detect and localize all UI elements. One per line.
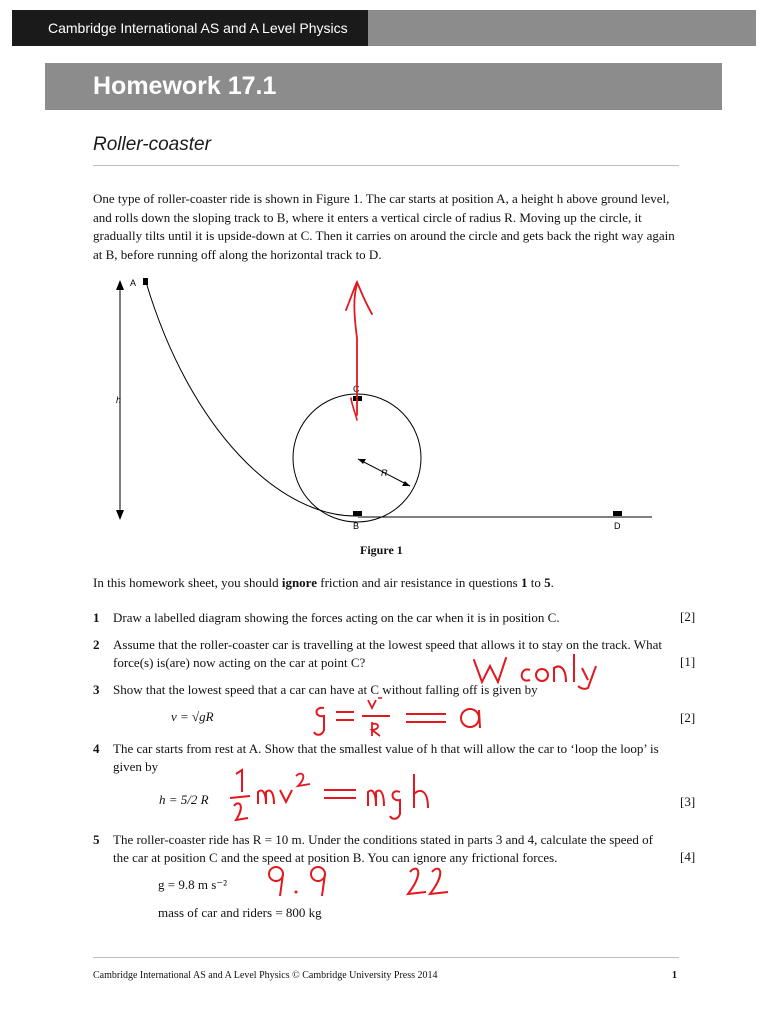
- given-mass: mass of car and riders = 800 kg: [158, 905, 322, 920]
- label-h: h: [116, 395, 122, 405]
- instruction-text: In this homework sheet, you should ignore friction and air resistance in questions 1 to 5.: [93, 575, 554, 590]
- label-B: B: [353, 521, 360, 531]
- section-subtitle: Roller-coaster: [93, 134, 211, 155]
- handwritten-answer-q3: [310, 694, 510, 738]
- footer-text: Cambridge International AS and A Level Physics © Cambridge University Press 2014: [93, 970, 438, 981]
- question-number: 1: [93, 610, 100, 625]
- marks-q1: [2]: [680, 609, 696, 624]
- handwritten-answer-q4: [228, 766, 478, 826]
- label-R: R: [381, 468, 388, 478]
- page-number: 1: [672, 970, 677, 981]
- page-title: Homework 17.1: [45, 63, 722, 110]
- intro-paragraph: One type of roller-coaster ride is shown in Figure 1. The car starts at position A, a height h above ground level, and rolls down the sloping track to B, where it enters a vertical circle of radius R. Moving up the circle, it gradually tilts until it is upside-down at C. Then it carries on around the circle and gets back the right way again at B, before running off along the horizontal track to D.: [93, 191, 675, 262]
- question-text: Assume that the roller-coaster car is travelling at the lowest speed that allows it to stay on the track. What force(s) is(are) now acting on the car at point C?: [113, 637, 662, 670]
- marks-q4: [3]: [680, 794, 696, 809]
- marks-q3: [2]: [680, 710, 696, 725]
- label-C: C: [353, 384, 360, 394]
- given-g: g = 9.8 m s⁻²: [158, 877, 228, 892]
- marks-q5: [4]: [680, 849, 696, 864]
- divider-top: [93, 165, 679, 166]
- label-A: A: [130, 278, 137, 288]
- question-text: The roller-coaster ride has R = 10 m. Under the conditions stated in parts 3 and 4, calculate the speed of the car at position C and the speed at position B. You can ignore any frictional forces.: [113, 832, 653, 865]
- question-text: The car starts from rest at A. Show that the smallest value of h that will allow the car to ‘loop the loop’ is given by: [113, 741, 659, 774]
- handwritten-answer-q5: [262, 862, 462, 902]
- question-number: 4: [93, 741, 100, 756]
- formula-q4: h = 5/2 R: [159, 792, 209, 807]
- question-number: 5: [93, 832, 100, 847]
- question-text: Draw a labelled diagram showing the forces acting on the car when it is in position C.: [113, 610, 560, 625]
- question-number: 2: [93, 637, 100, 652]
- course-title: Cambridge International AS and A Level Physics: [12, 10, 368, 46]
- roller-coaster-figure: [100, 270, 660, 538]
- marks-q2: [1]: [680, 654, 696, 669]
- question-number: 3: [93, 682, 100, 697]
- figure-caption: Figure 1: [360, 543, 403, 557]
- formula-q3: v = √gR: [171, 709, 214, 724]
- label-D: D: [614, 521, 621, 531]
- question-text: Show that the lowest speed that a car can have at C without falling off is given by: [113, 682, 538, 697]
- divider-bottom: [93, 957, 679, 958]
